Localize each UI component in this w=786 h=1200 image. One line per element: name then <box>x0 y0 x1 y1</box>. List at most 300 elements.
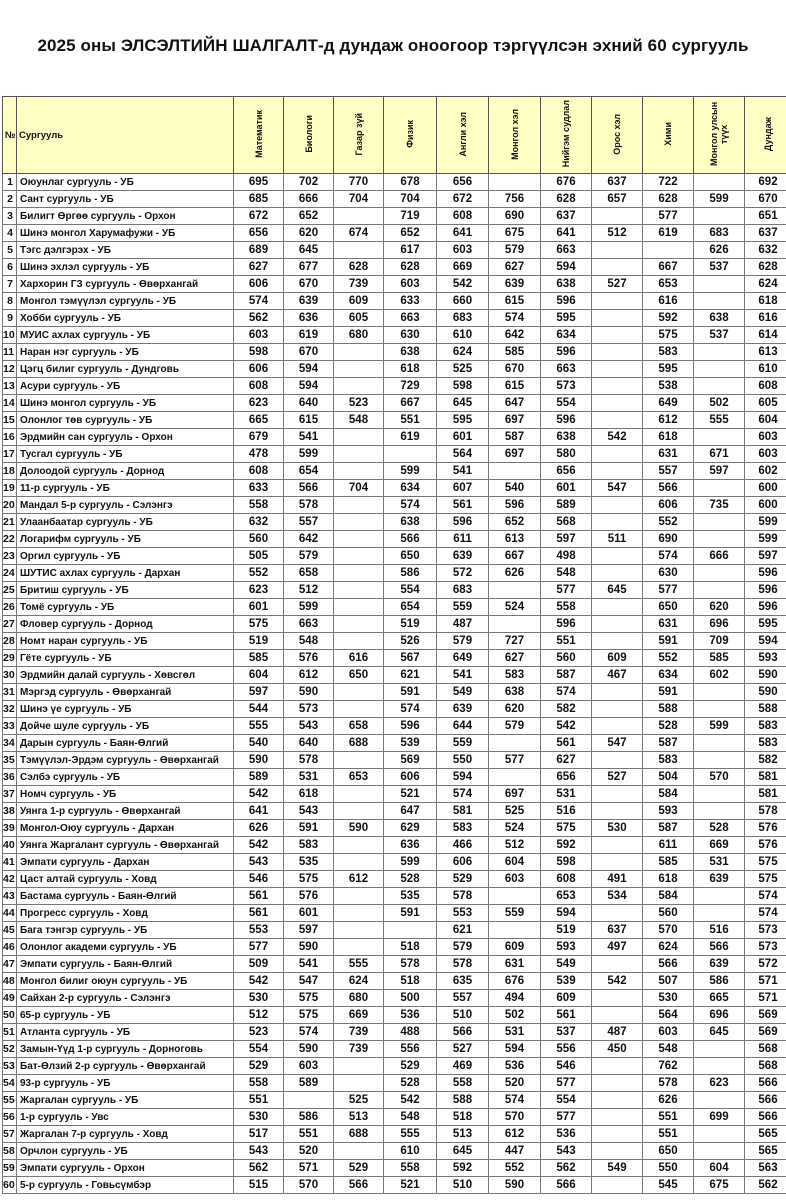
score-physics: 569 <box>384 752 437 769</box>
score-chemistry: 618 <box>643 429 694 446</box>
score-geography <box>334 242 384 259</box>
score-geography: 704 <box>334 480 384 497</box>
score-english: 541 <box>437 667 489 684</box>
school-name: Эмпати сургууль - Баян-Өлгий <box>17 956 234 973</box>
score-biology: 652 <box>284 208 334 225</box>
score-history <box>694 701 745 718</box>
row-number: 14 <box>3 395 17 412</box>
score-mongolian: 536 <box>489 1058 541 1075</box>
row-number: 8 <box>3 293 17 310</box>
score-social-studies: 537 <box>541 1024 592 1041</box>
score-geography: 680 <box>334 990 384 1007</box>
score-russian <box>592 633 643 650</box>
score-geography <box>334 752 384 769</box>
score-math: 606 <box>234 276 284 293</box>
score-geography: 555 <box>334 956 384 973</box>
score-chemistry: 584 <box>643 786 694 803</box>
score-geography <box>334 497 384 514</box>
score-average: 574 <box>745 905 786 922</box>
score-math: 552 <box>234 565 284 582</box>
school-name: Шинэ монгол сургууль - УБ <box>17 395 234 412</box>
row-number: 48 <box>3 973 17 990</box>
score-average: 613 <box>745 344 786 361</box>
score-biology: 535 <box>284 854 334 871</box>
score-history: 537 <box>694 327 745 344</box>
score-russian: 542 <box>592 429 643 446</box>
row-number: 51 <box>3 1024 17 1041</box>
score-history: 599 <box>694 191 745 208</box>
row-number: 31 <box>3 684 17 701</box>
score-social-studies: 596 <box>541 344 592 361</box>
score-biology: 576 <box>284 650 334 667</box>
score-math: 689 <box>234 242 284 259</box>
school-name: Олонлог академи сургууль - УБ <box>17 939 234 956</box>
score-geography <box>334 837 384 854</box>
score-math: 554 <box>234 1041 284 1058</box>
score-russian <box>592 1126 643 1143</box>
score-chemistry: 667 <box>643 259 694 276</box>
row-number: 4 <box>3 225 17 242</box>
score-russian <box>592 310 643 327</box>
score-english: 672 <box>437 191 489 208</box>
score-russian <box>592 1092 643 1109</box>
score-social-studies: 551 <box>541 633 592 650</box>
score-history: 709 <box>694 633 745 650</box>
table-row <box>3 837 786 854</box>
score-mongolian: 613 <box>489 531 541 548</box>
column-header-mongolian: Монгол хэл <box>489 97 541 174</box>
score-russian <box>592 412 643 429</box>
score-biology: 573 <box>284 701 334 718</box>
score-biology: 547 <box>284 973 334 990</box>
score-mongolian <box>489 922 541 939</box>
score-physics: 599 <box>384 854 437 871</box>
score-chemistry: 616 <box>643 293 694 310</box>
score-english: 578 <box>437 888 489 905</box>
score-english: 559 <box>437 735 489 752</box>
school-name: Хобби сургууль - УБ <box>17 310 234 327</box>
score-biology: 677 <box>284 259 334 276</box>
score-history: 699 <box>694 1109 745 1126</box>
column-header-social-studies: Нийгэм судлал <box>541 97 592 174</box>
score-geography <box>334 599 384 616</box>
score-physics: 591 <box>384 905 437 922</box>
score-history <box>694 276 745 293</box>
score-biology: 541 <box>284 956 334 973</box>
score-chemistry: 551 <box>643 1126 694 1143</box>
score-chemistry: 591 <box>643 684 694 701</box>
score-physics: 630 <box>384 327 437 344</box>
table-row <box>3 1007 786 1024</box>
score-biology: 590 <box>284 1041 334 1058</box>
score-average: 610 <box>745 361 786 378</box>
row-number: 7 <box>3 276 17 293</box>
score-average: 568 <box>745 1041 786 1058</box>
score-english: 596 <box>437 514 489 531</box>
row-number: 9 <box>3 310 17 327</box>
column-header-average: Дундаж <box>745 97 786 174</box>
score-biology: 658 <box>284 565 334 582</box>
table-row <box>3 208 786 225</box>
table-row <box>3 667 786 684</box>
score-russian <box>592 752 643 769</box>
score-russian <box>592 1075 643 1092</box>
school-name: 11-р сургууль - УБ <box>17 480 234 497</box>
table-row <box>3 565 786 582</box>
table-row <box>3 684 786 701</box>
table-row <box>3 616 786 633</box>
score-physics: 488 <box>384 1024 437 1041</box>
score-chemistry: 611 <box>643 837 694 854</box>
score-biology: 620 <box>284 225 334 242</box>
table-row <box>3 582 786 599</box>
score-chemistry: 690 <box>643 531 694 548</box>
score-biology: 642 <box>284 531 334 548</box>
score-geography <box>334 786 384 803</box>
row-number: 29 <box>3 650 17 667</box>
score-biology: 654 <box>284 463 334 480</box>
score-average: 568 <box>745 1058 786 1075</box>
score-physics: 663 <box>384 310 437 327</box>
score-geography: 590 <box>334 820 384 837</box>
score-physics: 554 <box>384 582 437 599</box>
score-english: 529 <box>437 871 489 888</box>
table-row <box>3 412 786 429</box>
table-row <box>3 463 786 480</box>
table-row <box>3 1126 786 1143</box>
table-row <box>3 1160 786 1177</box>
score-history: 683 <box>694 225 745 242</box>
score-average: 603 <box>745 446 786 463</box>
row-number: 47 <box>3 956 17 973</box>
score-biology: 591 <box>284 820 334 837</box>
school-name: Билигт Өргөө сургууль - Орхон <box>17 208 234 225</box>
score-physics: 574 <box>384 497 437 514</box>
score-social-studies: 593 <box>541 939 592 956</box>
table-row <box>3 259 786 276</box>
score-math: 597 <box>234 684 284 701</box>
score-russian: 657 <box>592 191 643 208</box>
score-average: 566 <box>745 1109 786 1126</box>
score-russian <box>592 548 643 565</box>
score-history: 516 <box>694 922 745 939</box>
score-russian <box>592 803 643 820</box>
score-russian: 542 <box>592 973 643 990</box>
score-mongolian: 615 <box>489 378 541 395</box>
score-physics: 542 <box>384 1092 437 1109</box>
score-history <box>694 1126 745 1143</box>
score-biology: 566 <box>284 480 334 497</box>
table-row <box>3 1109 786 1126</box>
score-geography <box>334 701 384 718</box>
score-biology: 619 <box>284 327 334 344</box>
score-history: 620 <box>694 599 745 616</box>
score-history <box>694 786 745 803</box>
score-chemistry: 577 <box>643 582 694 599</box>
score-average: 600 <box>745 480 786 497</box>
score-history: 639 <box>694 956 745 973</box>
school-name: Дарын сургууль - Баян-Өлгий <box>17 735 234 752</box>
row-number: 43 <box>3 888 17 905</box>
score-chemistry: 650 <box>643 599 694 616</box>
row-number: 24 <box>3 565 17 582</box>
score-geography: 609 <box>334 293 384 310</box>
score-russian: 547 <box>592 480 643 497</box>
score-english: 606 <box>437 854 489 871</box>
score-math: 679 <box>234 429 284 446</box>
score-geography <box>334 429 384 446</box>
score-social-studies: 561 <box>541 1007 592 1024</box>
score-chemistry: 584 <box>643 888 694 905</box>
score-mongolian: 587 <box>489 429 541 446</box>
score-history: 696 <box>694 616 745 633</box>
score-biology: 636 <box>284 310 334 327</box>
score-russian <box>592 1007 643 1024</box>
score-chemistry: 530 <box>643 990 694 1007</box>
score-social-studies: 627 <box>541 752 592 769</box>
school-name: Оргил сургууль - УБ <box>17 548 234 565</box>
score-history <box>694 1143 745 1160</box>
score-average: 569 <box>745 1007 786 1024</box>
column-header-math: Математик <box>234 97 284 174</box>
score-math: 562 <box>234 1160 284 1177</box>
school-name: Олонлог төв сургууль - УБ <box>17 412 234 429</box>
score-chemistry: 626 <box>643 1092 694 1109</box>
score-geography: 624 <box>334 973 384 990</box>
score-history <box>694 208 745 225</box>
score-russian <box>592 854 643 871</box>
score-math: 562 <box>234 310 284 327</box>
score-geography: 688 <box>334 1126 384 1143</box>
score-english: 558 <box>437 1075 489 1092</box>
school-name: Логарифм сургууль - УБ <box>17 531 234 548</box>
score-geography: 605 <box>334 310 384 327</box>
school-name: Жаргалан 7-р сургууль - Ховд <box>17 1126 234 1143</box>
score-chemistry: 587 <box>643 735 694 752</box>
row-number: 35 <box>3 752 17 769</box>
score-math: 558 <box>234 497 284 514</box>
school-name: Жаргалан сургууль - УБ <box>17 1092 234 1109</box>
score-mongolian <box>489 463 541 480</box>
score-average: 632 <box>745 242 786 259</box>
score-russian <box>592 1143 643 1160</box>
score-average: 614 <box>745 327 786 344</box>
score-geography: 616 <box>334 650 384 667</box>
score-physics: 567 <box>384 650 437 667</box>
score-social-studies: 596 <box>541 293 592 310</box>
score-physics: 729 <box>384 378 437 395</box>
score-chemistry: 762 <box>643 1058 694 1075</box>
score-math: 542 <box>234 837 284 854</box>
score-mongolian: 531 <box>489 1024 541 1041</box>
score-biology: 543 <box>284 803 334 820</box>
row-number: 38 <box>3 803 17 820</box>
table-row <box>3 429 786 446</box>
score-average: 575 <box>745 854 786 871</box>
score-history <box>694 1058 745 1075</box>
table-row <box>3 344 786 361</box>
score-biology: 645 <box>284 242 334 259</box>
score-history <box>694 888 745 905</box>
score-math: 633 <box>234 480 284 497</box>
score-history <box>694 361 745 378</box>
score-average: 576 <box>745 837 786 854</box>
score-history: 555 <box>694 412 745 429</box>
score-biology: 666 <box>284 191 334 208</box>
score-russian: 530 <box>592 820 643 837</box>
score-history: 585 <box>694 650 745 667</box>
score-math: 656 <box>234 225 284 242</box>
score-english: 583 <box>437 820 489 837</box>
row-number: 44 <box>3 905 17 922</box>
score-social-studies: 573 <box>541 378 592 395</box>
school-name: Монгол билиг оюун сургууль - УБ <box>17 973 234 990</box>
score-russian: 487 <box>592 1024 643 1041</box>
score-average: 603 <box>745 429 786 446</box>
score-social-studies: 560 <box>541 650 592 667</box>
score-physics: 636 <box>384 837 437 854</box>
table-row <box>3 293 786 310</box>
score-mongolian: 697 <box>489 412 541 429</box>
column-header-no: № <box>3 97 17 174</box>
score-math: 574 <box>234 293 284 310</box>
score-biology: 570 <box>284 1177 334 1194</box>
score-chemistry: 538 <box>643 378 694 395</box>
row-number: 46 <box>3 939 17 956</box>
score-chemistry: 507 <box>643 973 694 990</box>
score-math: 577 <box>234 939 284 956</box>
score-math: 509 <box>234 956 284 973</box>
score-social-studies: 554 <box>541 395 592 412</box>
score-chemistry: 574 <box>643 548 694 565</box>
score-russian <box>592 565 643 582</box>
score-mongolian <box>489 174 541 191</box>
score-english: 608 <box>437 208 489 225</box>
score-math: 540 <box>234 735 284 752</box>
score-geography: 739 <box>334 276 384 293</box>
score-geography <box>334 344 384 361</box>
score-english: 527 <box>437 1041 489 1058</box>
table-row <box>3 888 786 905</box>
score-average: 565 <box>745 1126 786 1143</box>
score-russian: 549 <box>592 1160 643 1177</box>
school-ranking-table <box>2 96 786 1194</box>
score-mongolian: 552 <box>489 1160 541 1177</box>
score-math: 543 <box>234 854 284 871</box>
score-math: 512 <box>234 1007 284 1024</box>
score-average: 575 <box>745 871 786 888</box>
score-history: 570 <box>694 769 745 786</box>
score-history: 599 <box>694 718 745 735</box>
score-math: 478 <box>234 446 284 463</box>
table-row <box>3 956 786 973</box>
score-english: 469 <box>437 1058 489 1075</box>
row-number: 39 <box>3 820 17 837</box>
score-mongolian: 642 <box>489 327 541 344</box>
score-mongolian: 502 <box>489 1007 541 1024</box>
score-english: 610 <box>437 327 489 344</box>
score-mongolian: 512 <box>489 837 541 854</box>
score-mongolian: 604 <box>489 854 541 871</box>
score-biology: 551 <box>284 1126 334 1143</box>
score-russian <box>592 497 643 514</box>
score-english: 594 <box>437 769 489 786</box>
table-row <box>3 531 786 548</box>
score-history <box>694 582 745 599</box>
score-average: 595 <box>745 616 786 633</box>
row-number: 23 <box>3 548 17 565</box>
score-geography <box>334 463 384 480</box>
score-mongolian: 603 <box>489 871 541 888</box>
score-chemistry: 551 <box>643 1109 694 1126</box>
score-chemistry: 591 <box>643 633 694 650</box>
table-row <box>3 803 786 820</box>
score-biology: 578 <box>284 497 334 514</box>
score-average: 616 <box>745 310 786 327</box>
school-name: Прогресс сургууль - Ховд <box>17 905 234 922</box>
school-name: Номч сургууль - УБ <box>17 786 234 803</box>
score-chemistry: 577 <box>643 208 694 225</box>
row-number: 5 <box>3 242 17 259</box>
score-russian <box>592 395 643 412</box>
row-number: 19 <box>3 480 17 497</box>
score-chemistry: 619 <box>643 225 694 242</box>
score-physics: 629 <box>384 820 437 837</box>
school-name: Асури сургууль - УБ <box>17 378 234 395</box>
score-average: 581 <box>745 786 786 803</box>
score-biology: 541 <box>284 429 334 446</box>
score-chemistry: 630 <box>643 565 694 582</box>
score-history: 638 <box>694 310 745 327</box>
score-english: 549 <box>437 684 489 701</box>
score-history: 626 <box>694 242 745 259</box>
school-name: Бритиш сургууль - УБ <box>17 582 234 599</box>
score-chemistry: 587 <box>643 820 694 837</box>
score-average: 624 <box>745 276 786 293</box>
score-math: 542 <box>234 973 284 990</box>
school-name: Бат-Өлзий 2-р сургууль - Өвөрхангай <box>17 1058 234 1075</box>
score-english: 588 <box>437 1092 489 1109</box>
score-math: 542 <box>234 786 284 803</box>
score-social-studies: 596 <box>541 412 592 429</box>
school-name: Замын-Үүд 1-р сургууль - Дорноговь <box>17 1041 234 1058</box>
score-english: 660 <box>437 293 489 310</box>
score-math: 641 <box>234 803 284 820</box>
score-math: 627 <box>234 259 284 276</box>
table-row <box>3 1177 786 1194</box>
score-biology: 575 <box>284 1007 334 1024</box>
score-geography: 650 <box>334 667 384 684</box>
score-english: 466 <box>437 837 489 854</box>
score-physics: 628 <box>384 259 437 276</box>
score-average: 692 <box>745 174 786 191</box>
school-name: Тусгал сургууль - УБ <box>17 446 234 463</box>
score-history <box>694 684 745 701</box>
row-number: 33 <box>3 718 17 735</box>
column-header-chemistry: Хими <box>643 97 694 174</box>
score-biology: 575 <box>284 990 334 1007</box>
score-english: 683 <box>437 310 489 327</box>
score-chemistry: 595 <box>643 361 694 378</box>
score-english: 656 <box>437 174 489 191</box>
score-average: 608 <box>745 378 786 395</box>
row-number: 11 <box>3 344 17 361</box>
row-number: 56 <box>3 1109 17 1126</box>
score-social-studies: 582 <box>541 701 592 718</box>
score-physics: 529 <box>384 1058 437 1075</box>
row-number: 60 <box>3 1177 17 1194</box>
table-row <box>3 174 786 191</box>
